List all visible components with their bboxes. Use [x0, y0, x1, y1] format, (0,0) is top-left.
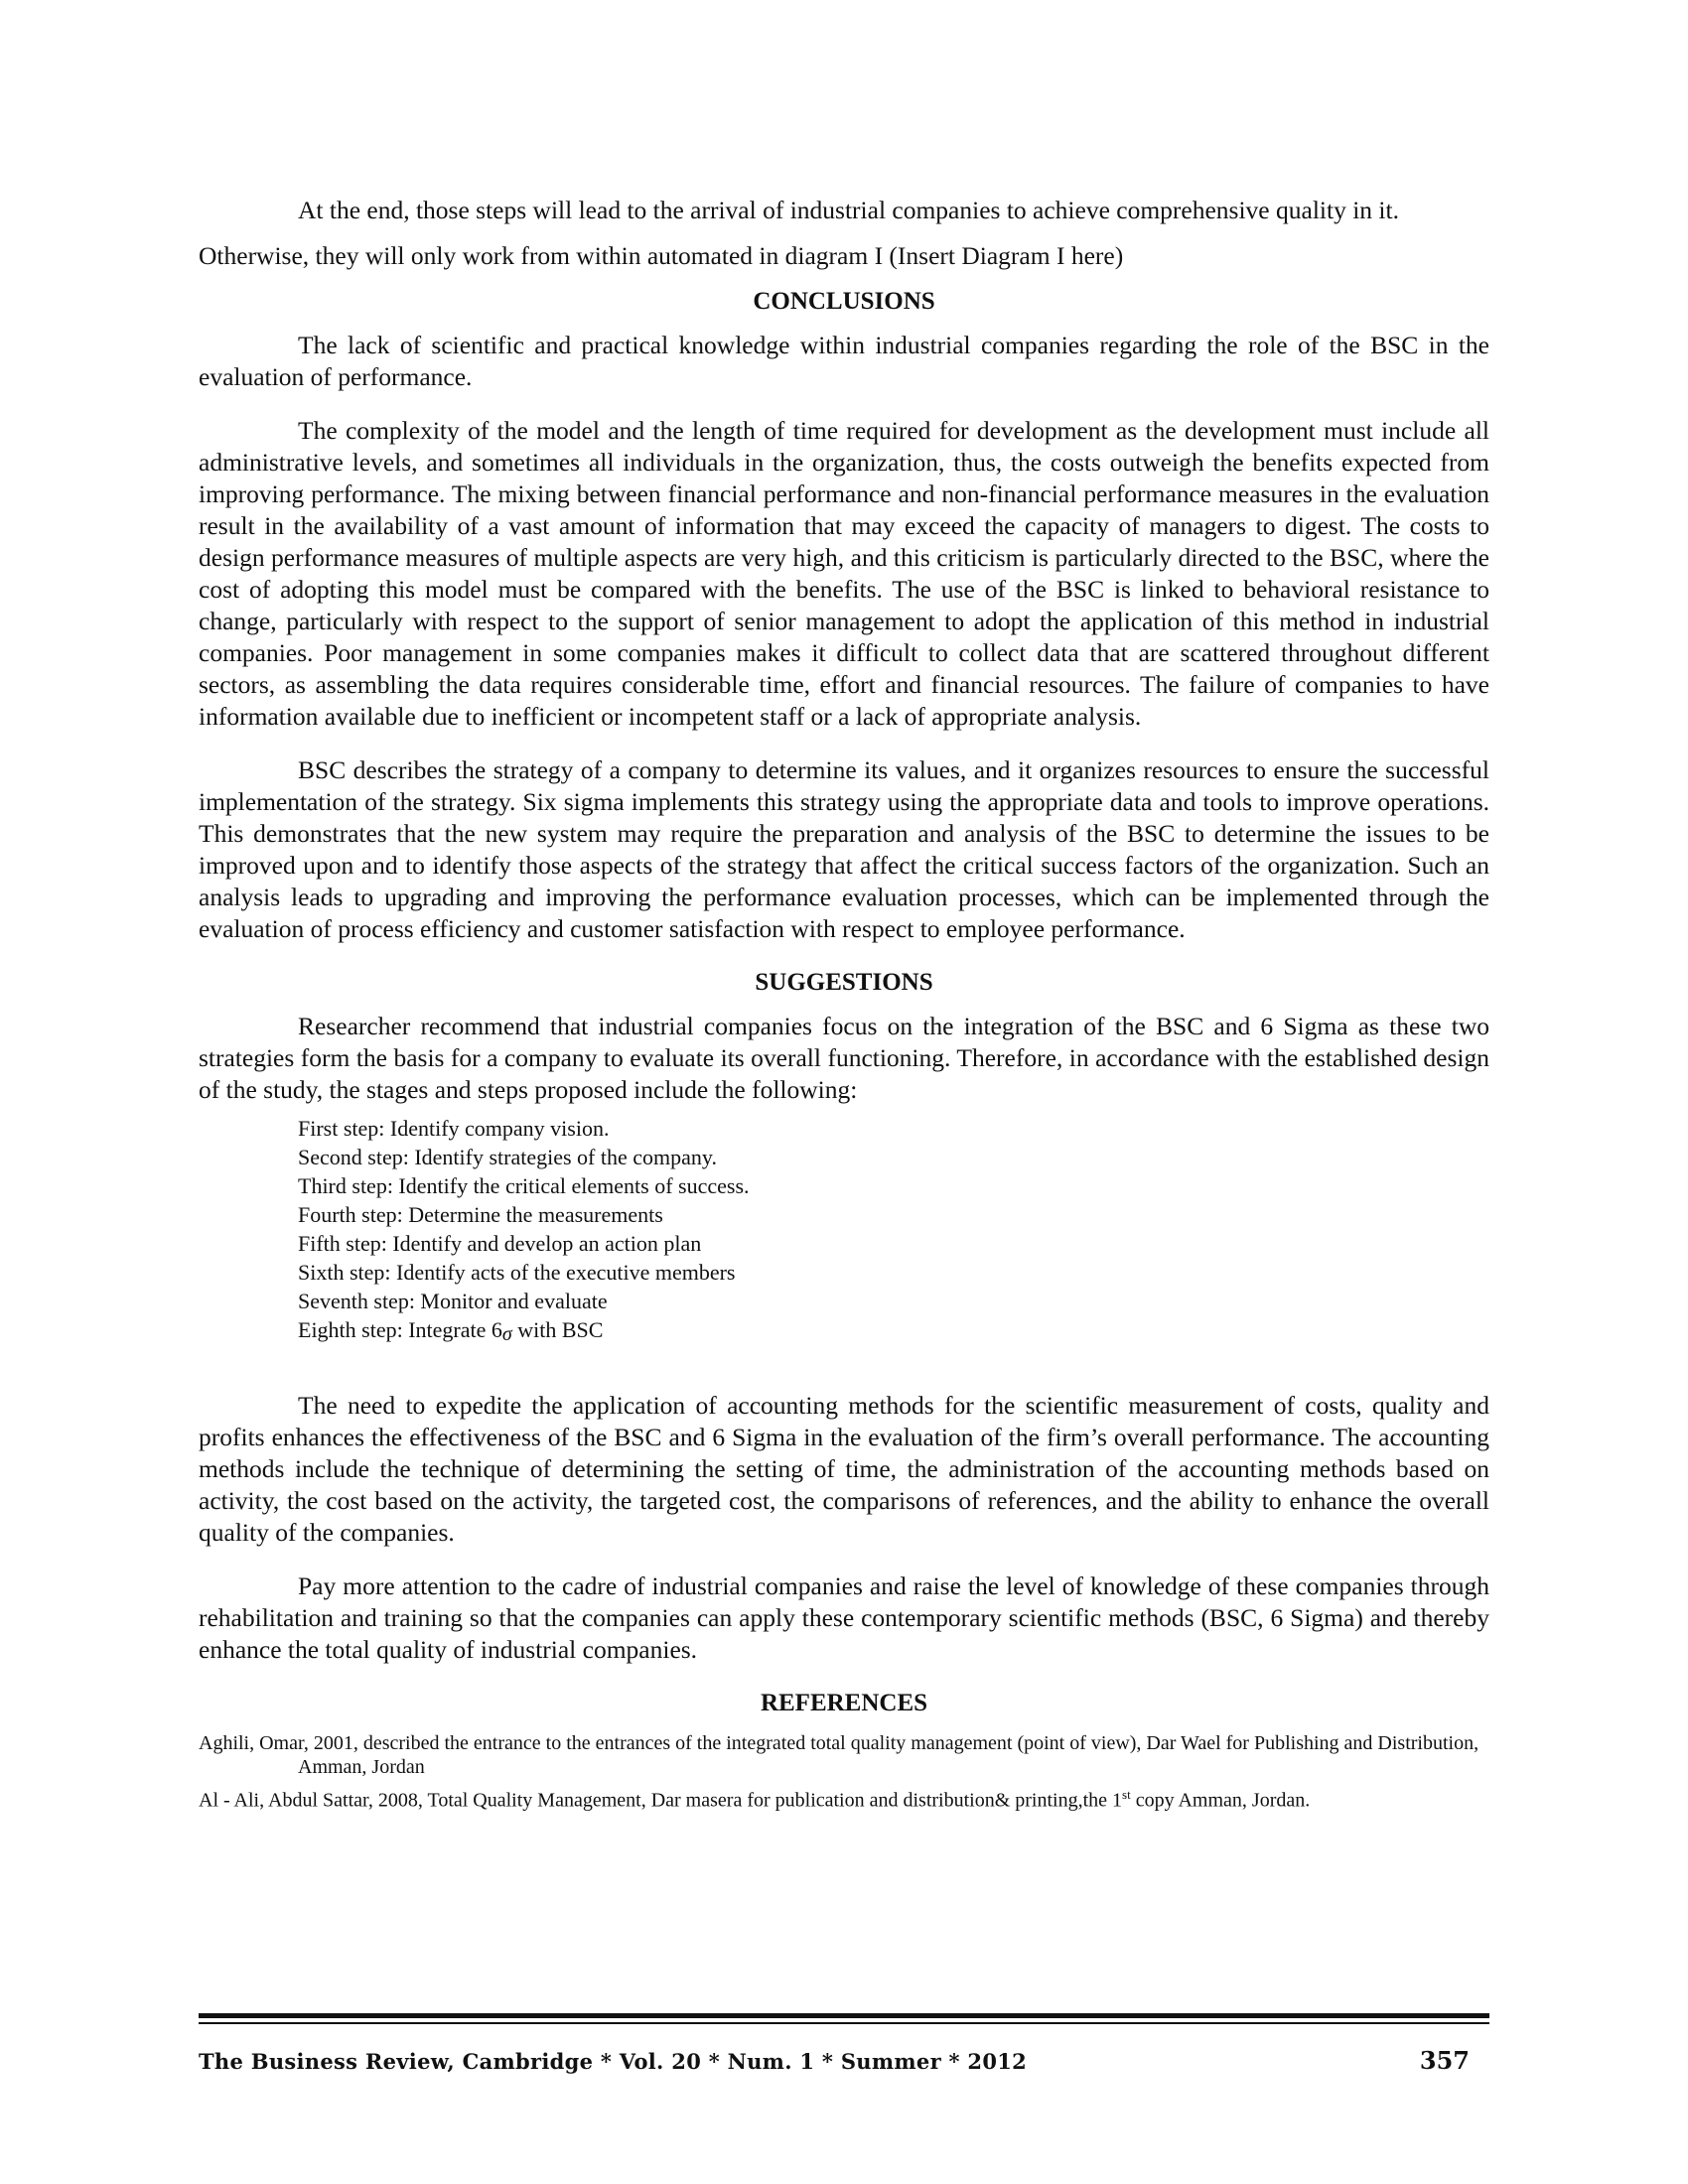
- step8-suffix: with BSC: [511, 1317, 604, 1342]
- suggestions-paragraph-1: Researcher recommend that industrial companies focus on the integration of the BSC and 6 Sigma as these two strategies form the basis for a company to evaluate its overall functioning. Therefore, in accordance with the established design of the study, the stages and steps proposed include the following:: [199, 1012, 1489, 1104]
- step-item: Fifth step: Identify and develop an action plan: [298, 1231, 702, 1256]
- ref2-text-end: copy Amman, Jordan.: [1130, 1789, 1311, 1812]
- page-number: 357: [1419, 2046, 1470, 2075]
- suggestions-paragraph-2: The need to expedite the application of accounting methods for the scientific measurement of costs, quality and profits enhances the effectiveness of the BSC and 6 Sigma in the evaluation of the firm’s overall performance. The accounting methods include the technique of determining the setting of time, the administration of the accounting methods based on activity, the cost based on the activity, the targeted cost, the comparisons of references, and the ability to enhance the overall quality of the companies.: [199, 1391, 1489, 1547]
- intro-lead-paragraph: At the end, those steps will lead to the arrival of industrial companies to achieve comprehensive quality in it.: [298, 196, 1399, 224]
- step-item-eighth: [298, 1315, 1489, 1346]
- step-item: First step: Identify company vision.: [298, 1116, 610, 1141]
- sigma-symbol: σ: [501, 1323, 512, 1345]
- step-item: Seventh step: Monitor and evaluate: [298, 1289, 608, 1313]
- steps-list: [298, 1114, 1489, 1346]
- references-heading: REFERENCES: [760, 1690, 928, 1716]
- step-item: Second step: Identify strategies of the company.: [298, 1145, 717, 1169]
- footer-rule-thick: [199, 2013, 1489, 2018]
- footer-row: [199, 2046, 1489, 2075]
- conclusions-paragraph-1: The lack of scientific and practical knowledge within industrial companies regarding the role of the BSC in the evaluation of performance.: [199, 331, 1489, 391]
- journal-citation: The Business Review, Cambridge * Vol. 20 * Num. 1 * Summer * 2012: [199, 2049, 1028, 2074]
- reference-item: [199, 1783, 1489, 1813]
- footer-rule-thin: [199, 2022, 1489, 2024]
- page-footer: [199, 2013, 1489, 2075]
- intro-otherwise-paragraph: Otherwise, they will only work from within automated in diagram I (Insert Diagram I here): [199, 241, 1124, 270]
- conclusions-paragraph-3: BSC describes the strategy of a company to determine its values, and it organizes resources to ensure the successful implementation of the strategy. Six sigma implements this strategy using the appropriate data and tools to improve operations. This demonstrates that the new system may require the preparation and analysis of the BSC to determine the issues to be improved upon and to identify those aspects of the strategy that affect the critical success factors of the organization. Such an analysis leads to upgrading and improving the performance evaluation processes, which can be implemented through the evaluation of process efficiency and customer satisfaction with respect to employee performance.: [199, 755, 1489, 943]
- ref2-superscript: st: [1122, 1787, 1131, 1802]
- ref2-text: Al - Ali, Abdul Sattar, 2008, Total Quality Management, Dar masera for publication and distribution& printing,the 1: [199, 1789, 1123, 1812]
- conclusions-paragraph-2: The complexity of the model and the length of time required for development as the development must include all administrative levels, and sometimes all individuals in the organization, thus, the costs outweigh the benefits expected from improving performance. The mixing between financial performance and non-financial performance measures in the evaluation result in the availability of a vast amount of information that may exceed the capacity of managers to digest. The costs to design performance measures of multiple aspects are very high, and this criticism is particularly directed to the BSC, where the cost of adopting this model must be compared with the benefits. The use of the BSC is linked to behavioral resistance to change, particularly with respect to the support of senior management to adopt the application of this method in industrial companies. Poor management in some companies makes it difficult to collect data that are scattered throughout different sectors, as assembling the data requires considerable time, effort and financial resources. The failure of companies to have information available due to inefficient or incompetent staff or a lack of appropriate analysis.: [199, 416, 1489, 731]
- suggestions-heading: SUGGESTIONS: [755, 969, 933, 996]
- reference-item: Aghili, Omar, 2001, described the entrance to the entrances of the integrated total quality management (point of view), Dar Wael for Publishing and Distribution, Amman, Jordan: [199, 1732, 1479, 1778]
- conclusions-heading: CONCLUSIONS: [753, 288, 935, 315]
- step8-prefix: Eighth step: Integrate 6: [298, 1317, 502, 1342]
- suggestions-paragraph-3: Pay more attention to the cadre of industrial companies and raise the level of knowledge of these companies through rehabilitation and training so that the companies can apply these contemporary scientific methods (BSC, 6 Sigma) and thereby enhance the total quality of industrial companies.: [199, 1571, 1489, 1664]
- step-item: Fourth step: Determine the measurements: [298, 1202, 663, 1227]
- step-item: Third step: Identify the critical elements of success.: [298, 1173, 750, 1198]
- step-item: Sixth step: Identify acts of the executive members: [298, 1260, 736, 1285]
- article-body: [199, 195, 1489, 1817]
